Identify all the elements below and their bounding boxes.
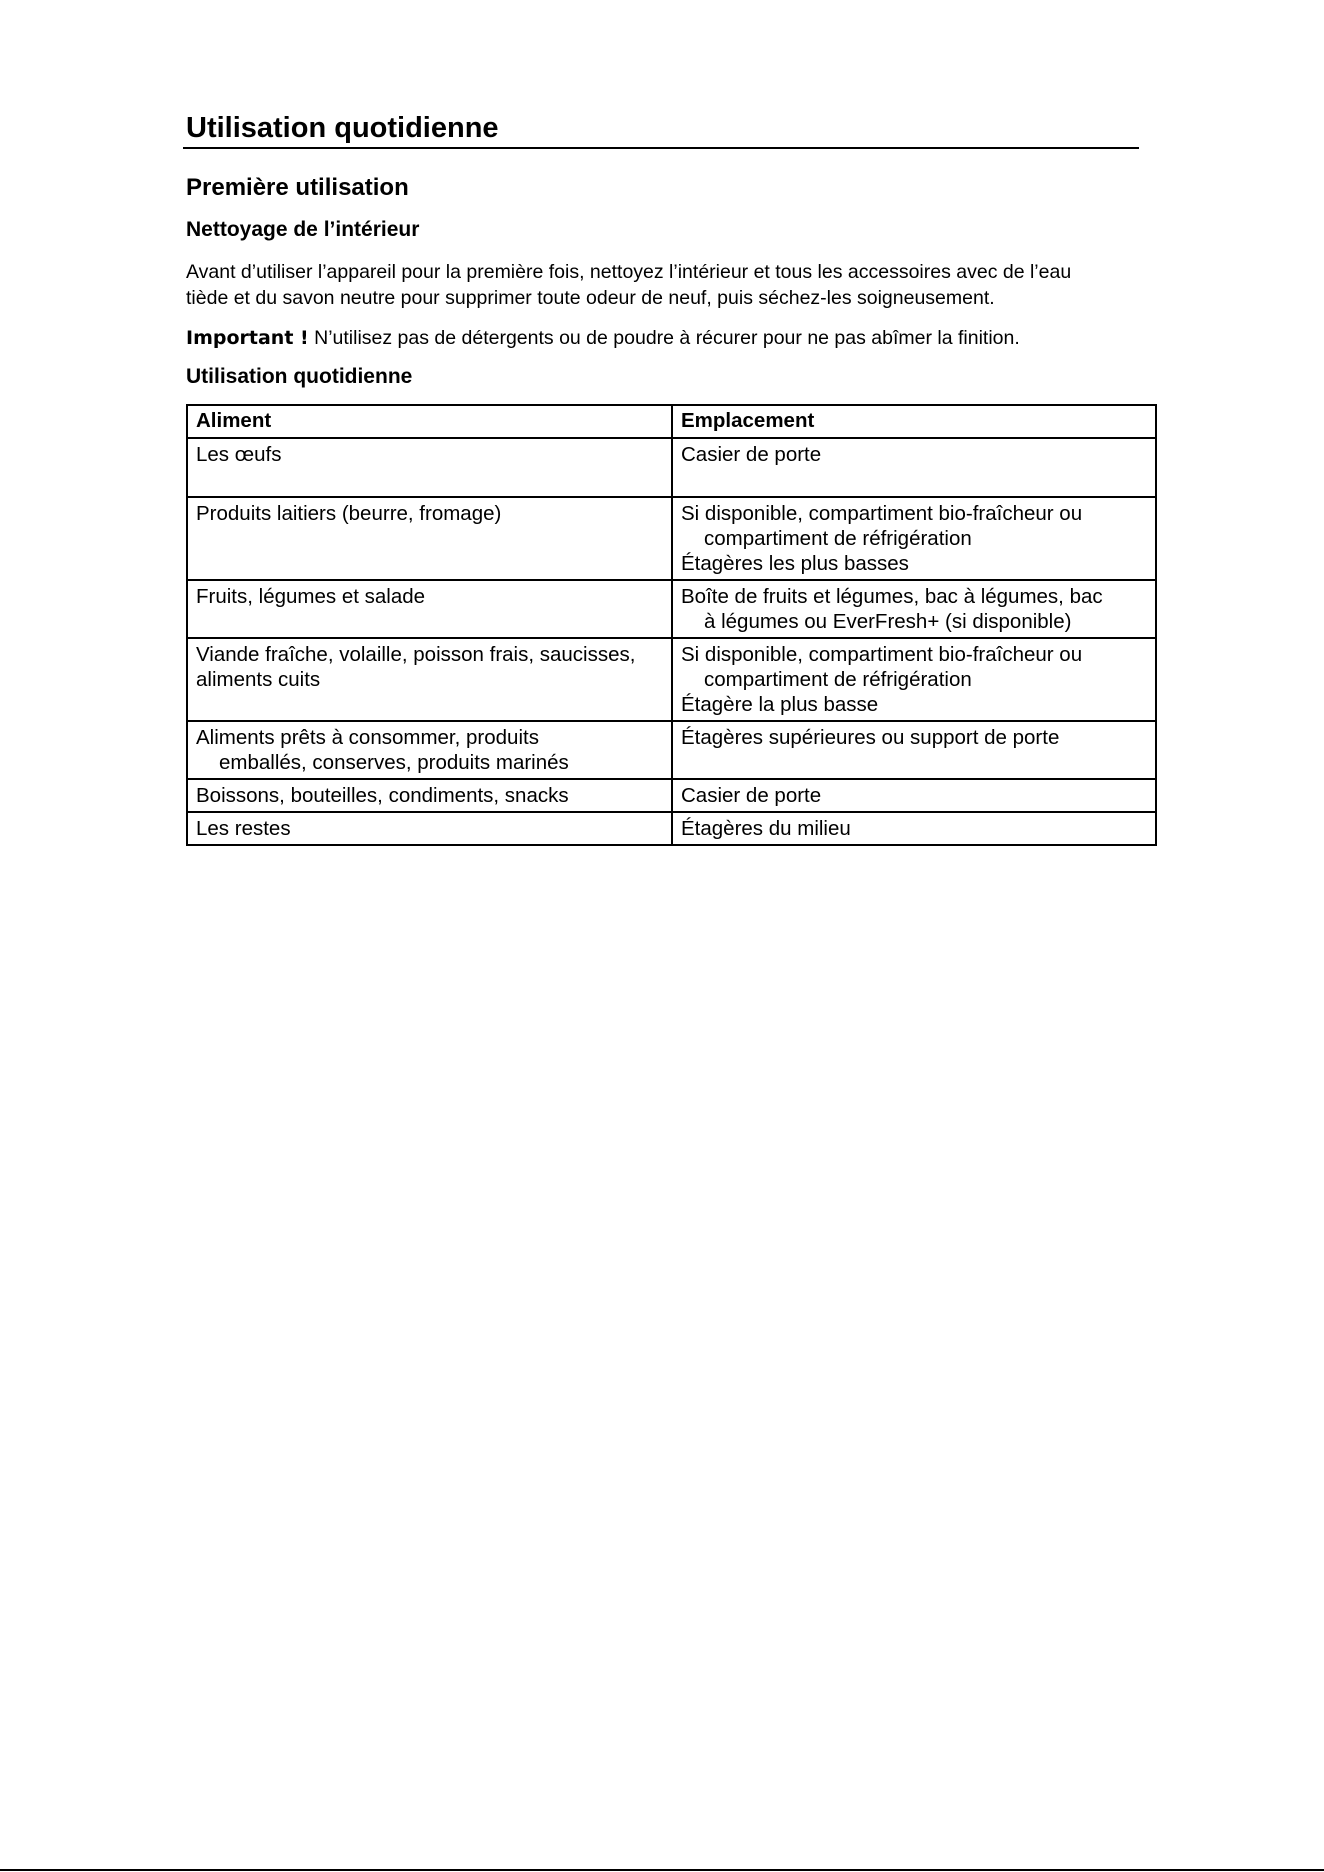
- food-text: aliments cuits: [196, 668, 321, 691]
- subheading-cleaning: Nettoyage de l’intérieur: [186, 218, 420, 241]
- location-cell: [672, 497, 1156, 580]
- table-row: [187, 497, 1156, 580]
- food-text: Fruits, légumes et salade: [196, 585, 426, 608]
- food-text: Aliments prêts à consommer, produits: [196, 726, 539, 749]
- food-text: Les restes: [196, 817, 291, 840]
- table-row: [187, 638, 1156, 721]
- food-cell: [187, 438, 672, 497]
- food-cell: [187, 812, 672, 845]
- food-text: Produits laitiers (beurre, fromage): [196, 502, 502, 525]
- location-text: Casier de porte: [681, 443, 822, 466]
- food-text: Les œufs: [196, 443, 282, 466]
- important-text: N’utilisez pas de détergents ou de poudre à récurer pour ne pas abîmer la finition.: [308, 327, 1020, 349]
- location-text: Étagères supérieures ou support de porte: [681, 726, 1060, 749]
- table-row: [187, 580, 1156, 638]
- food-cell: [187, 779, 672, 812]
- food-cell: [187, 497, 672, 580]
- location-text: Étagères les plus basses: [681, 552, 909, 575]
- location-cell: [672, 580, 1156, 638]
- location-cell: [672, 779, 1156, 812]
- important-note: [186, 325, 1020, 351]
- food-storage-table: [186, 404, 1157, 846]
- location-text: compartiment de réfrigération: [704, 668, 972, 691]
- location-text: compartiment de réfrigération: [704, 527, 972, 550]
- location-cell: [672, 638, 1156, 721]
- food-text: emballés, conserves, produits marinés: [219, 751, 569, 774]
- location-text: à légumes ou EverFresh+ (si disponible): [704, 610, 1072, 633]
- subheading-daily-use: Utilisation quotidienne: [186, 365, 413, 388]
- table-header-row: [187, 405, 1156, 438]
- table-row: [187, 438, 1156, 497]
- location-text: Boîte de fruits et légumes, bac à légumes, bac: [681, 585, 1103, 608]
- important-label: Important !: [186, 327, 309, 349]
- section-heading-first-use: Première utilisation: [186, 174, 409, 201]
- column-header-food: Aliment: [187, 405, 672, 438]
- location-text: Casier de porte: [681, 784, 822, 807]
- location-cell: [672, 812, 1156, 845]
- column-header-location: Emplacement: [672, 405, 1156, 438]
- location-text: Si disponible, compartiment bio-fraîcheur ou: [681, 643, 1083, 666]
- page-bottom-rule: [0, 1869, 1324, 1871]
- food-cell: [187, 721, 672, 779]
- cleaning-text-line: Avant d’utiliser l’appareil pour la première fois, nettoyez l’intérieur et tous les accessoires avec de l’eau: [186, 261, 1072, 283]
- cleaning-paragraph: [186, 259, 1146, 311]
- table-row: [187, 721, 1156, 779]
- title-underline: [183, 147, 1139, 149]
- location-text: Si disponible, compartiment bio-fraîcheur ou: [681, 502, 1083, 525]
- food-text: Viande fraîche, volaille, poisson frais, saucisses,: [196, 643, 636, 666]
- location-text: Étagère la plus basse: [681, 693, 879, 716]
- page-title: Utilisation quotidienne: [186, 112, 499, 144]
- location-text: Étagères du milieu: [681, 817, 851, 840]
- table-row: [187, 779, 1156, 812]
- food-cell: [187, 580, 672, 638]
- location-cell: [672, 438, 1156, 497]
- food-cell: [187, 638, 672, 721]
- location-cell: [672, 721, 1156, 779]
- table-row: [187, 812, 1156, 845]
- food-text: Boissons, bouteilles, condiments, snacks: [196, 784, 569, 807]
- cleaning-text-line: tiède et du savon neutre pour supprimer toute odeur de neuf, puis séchez-les soigneusement.: [186, 287, 995, 309]
